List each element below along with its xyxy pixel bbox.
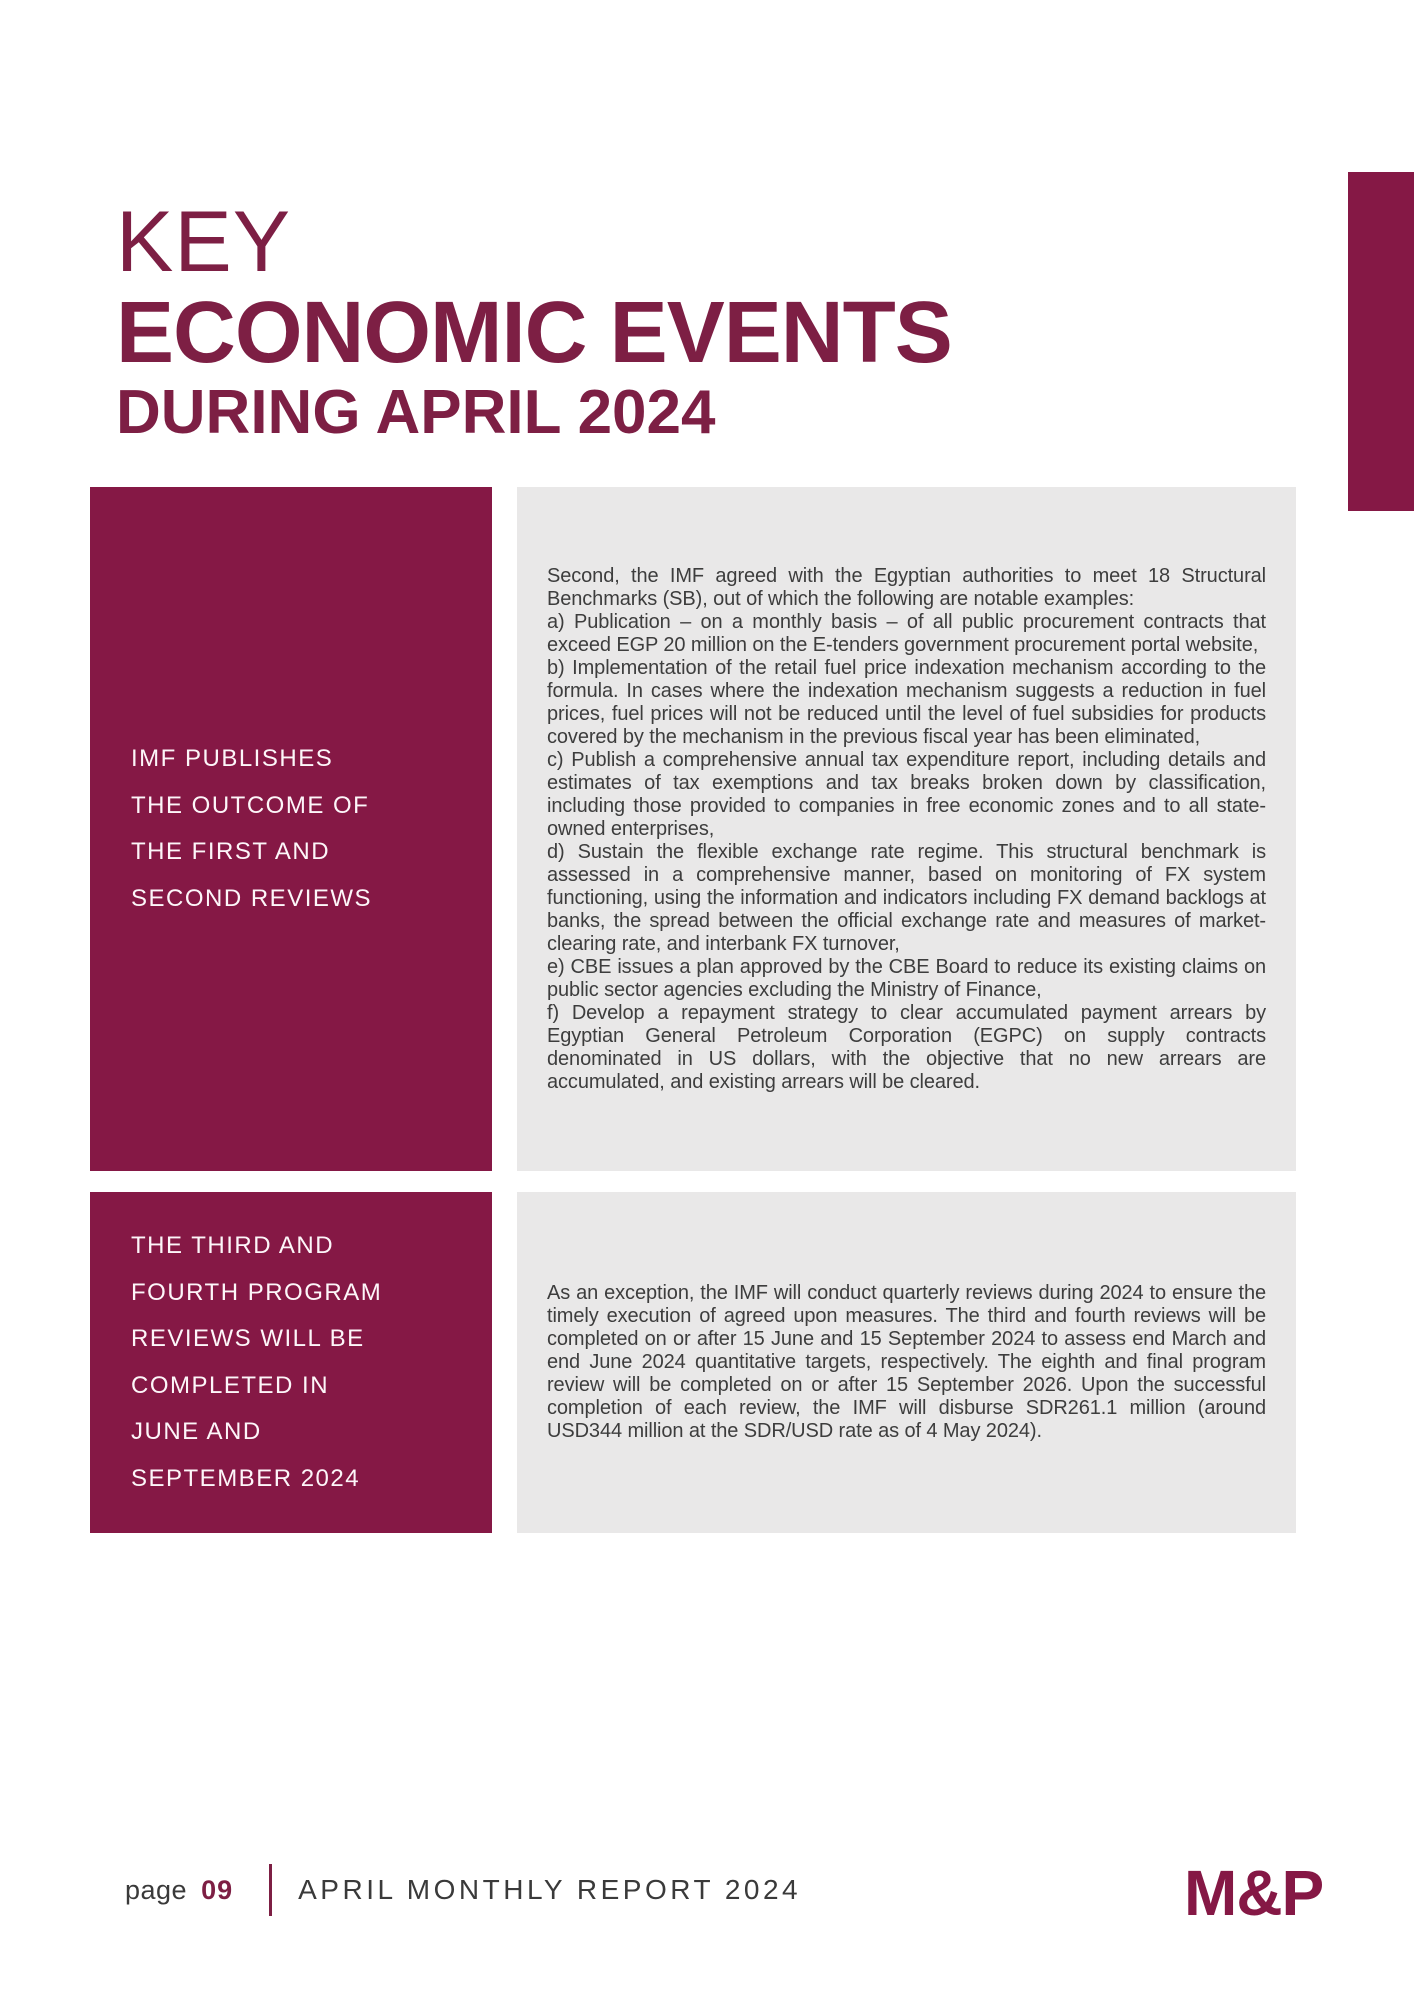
section-label-line: SEPTEMBER 2024	[131, 1464, 361, 1492]
footer-divider	[269, 1864, 272, 1916]
section-label-line: FOURTH PROGRAM	[131, 1278, 383, 1306]
section-label-line: THE OUTCOME OF	[131, 791, 370, 819]
section-label-line: SECOND REVIEWS	[131, 884, 373, 912]
section-imf-reviews	[90, 487, 1266, 1171]
footer-left	[125, 1864, 801, 1916]
section-program-reviews	[90, 1192, 1266, 1533]
paragraph-item-f: f) Develop a repayment strategy to clear accumulated payment arrears by Egyptian General Petroleum Corporation (EGPC) on supply contracts denominated in US dollars, with the objective that no new arrears are accumulated, and existing arrears will be cleared.	[547, 1001, 1266, 1093]
page-label: page	[125, 1874, 188, 1905]
paragraph-item-a: a) Publication – on a monthly basis – of all public procurement contracts that exceed EGP 20 million on the E-tenders government procurement portal website,	[547, 610, 1266, 656]
section-label-imf-reviews	[90, 487, 492, 1171]
decorative-side-bar	[1348, 172, 1414, 511]
section-label-program-reviews	[90, 1192, 492, 1533]
report-title: APRIL MONTHLY REPORT 2024	[298, 1874, 802, 1905]
section-label-line: THE FIRST AND	[131, 838, 331, 865]
page-number: 09	[201, 1874, 234, 1905]
section-label-line: IMF PUBLISHES	[131, 745, 334, 772]
paragraph-item-b: b) Implementation of the retail fuel price indexation mechanism according to the formula. In cases where the indexation mechanism suggests a reduction in fuel prices, fuel prices will not be reduced until the level of fuel subsidies for products covered by the mechanism in the previous fiscal year has been eliminated,	[547, 656, 1266, 748]
section-label-line: COMPLETED IN	[131, 1371, 330, 1399]
page-title-line3: DURING APRIL 2024	[116, 378, 716, 447]
page-title-line2: ECONOMIC EVENTS	[116, 284, 952, 381]
paragraph-item-d: d) Sustain the flexible exchange rate regime. This structural benchmark is assessed in a comprehensive manner, based on monitoring of FX system functioning, using the information and indicators including FX demand backlogs at banks, the spread between the official exchange rate and measures of market-clearing rate, and interbank FX turnover,	[547, 840, 1266, 955]
paragraph-item-c: c) Publish a comprehensive annual tax expenditure report, including details and estimates of tax exemptions and tax breaks broken down by classification, including those provided to companies in free economic zones and to all state-owned enterprises,	[547, 748, 1266, 840]
company-logo: M&P	[1184, 1857, 1324, 1929]
page-title-line1: KEY	[116, 194, 292, 290]
paragraph-intro: Second, the IMF agreed with the Egyptian authorities to meet 18 Structural Benchmarks (SB), out of which the following are notable examples:	[547, 564, 1266, 610]
paragraph-item-e: e) CBE issues a plan approved by the CBE Board to reduce its existing claims on public sector agencies excluding the Ministry of Finance,	[547, 955, 1266, 1001]
page-footer	[0, 1856, 1414, 1929]
section-label-line: REVIEWS WILL BE	[131, 1325, 365, 1352]
page-header	[116, 196, 952, 446]
paragraph-quarterly-reviews: As an exception, the IMF will conduct quarterly reviews during 2024 to ensure the timely execution of agreed upon measures. The third and fourth reviews will be completed on or after 15 June and 15 September 2024 to assess end March and end June 2024 quantitative targets, respectively. The eighth and final program review will be completed on or after 15 September 2026. Upon the successful completion of each review, the IMF will disburse SDR261.1 million (around USD344 million at the SDR/USD rate as of 4 May 2024).	[547, 1282, 1266, 1442]
section-label-line: THE THIRD AND	[131, 1232, 335, 1259]
section-label-line: JUNE AND	[131, 1418, 262, 1445]
section-body-imf-reviews	[517, 487, 1296, 1171]
section-body-program-reviews	[517, 1192, 1296, 1533]
